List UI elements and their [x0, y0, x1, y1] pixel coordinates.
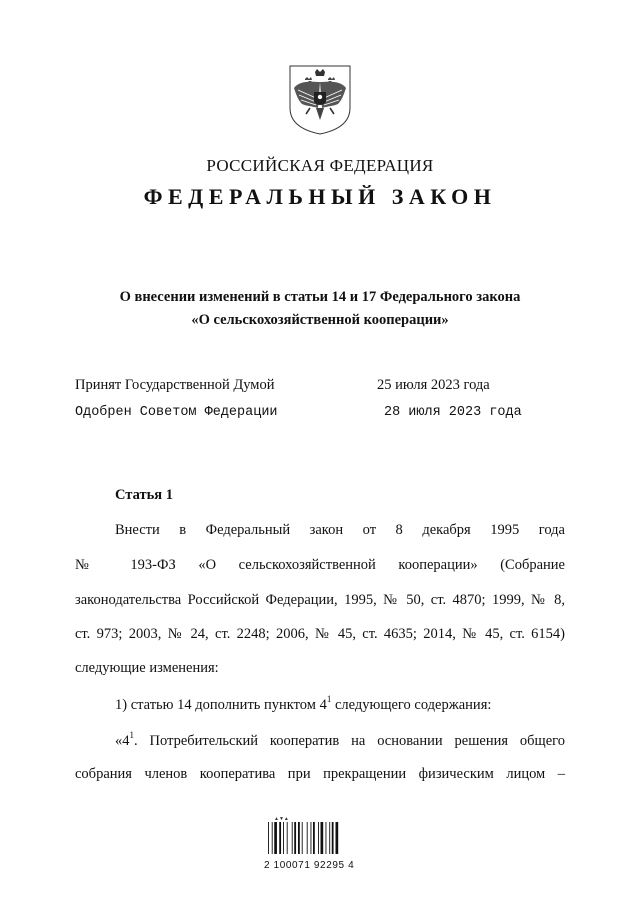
- barcode-bar: [321, 822, 324, 854]
- article-text-line: ст. 973; 2003, № 24, ст. 2248; 2006, № 45, ст. 4635; 2014, № 45, ст. 6154): [75, 626, 565, 642]
- item1-text-end: следующего содержания:: [331, 696, 492, 713]
- barcode-bar: [329, 822, 330, 854]
- barcode-bar: [294, 822, 296, 854]
- article-text-line: № 193-ФЗ «О сельскохозяйственной кооперации» (Собрание: [75, 557, 565, 573]
- barcode-bar: [336, 822, 339, 854]
- svg-text:▲▼▲: ▲▼▲: [274, 816, 289, 822]
- article-text-line: Внести в Федеральный закон от 8 декабря 1995 года: [115, 522, 565, 538]
- quote-start: «4: [115, 732, 130, 749]
- law-title-line-1: О внесении изменений в статьи 14 и 17 Федерального закона: [119, 289, 521, 305]
- barcode-bar: [287, 822, 288, 854]
- barcode-bar: [307, 822, 308, 854]
- council-approval-date: 28 июля 2023 года: [384, 405, 522, 420]
- article-text-line: законодательства Российской Федерации, 1995, № 50, ст. 4870; 1999, № 8,: [75, 592, 565, 608]
- barcode-bar: [313, 822, 315, 854]
- barcode-bar: [274, 822, 277, 854]
- item1-text: 1) статью 14 дополнить пунктом 4: [115, 696, 327, 713]
- barcode-bar: [332, 822, 334, 854]
- law-title-line-2: «О сельскохозяйственной кооперации»: [191, 312, 449, 328]
- duma-adoption-label: Принят Государственной Думой: [75, 377, 275, 393]
- quote-text: . Потребительский кооператив на основании решения общего: [134, 732, 565, 749]
- quoted-text-line-1: [115, 731, 565, 750]
- barcode-bar: [272, 822, 273, 854]
- barcode-bar: [302, 822, 303, 854]
- barcode-graphic: [266, 813, 366, 855]
- amendment-item-1: [115, 695, 491, 714]
- country-name: РОССИЙСКАЯ ФЕДЕРАЦИЯ: [206, 156, 434, 175]
- barcode-bar: [298, 822, 300, 854]
- barcode-bar: [318, 822, 319, 854]
- article-heading: Статья 1: [115, 487, 173, 503]
- barcode-bar: [279, 822, 281, 854]
- council-approval-label: Одобрен Советом Федерации: [75, 405, 278, 420]
- quoted-text-line-2: собрания членов кооператива при прекращении физическим лицом –: [75, 766, 565, 782]
- barcode-bar: [283, 822, 284, 854]
- barcode-bar: [268, 822, 269, 854]
- document-type: ФЕДЕРАЛЬНЫЙ ЗАКОН: [143, 184, 497, 209]
- article-text-line: следующие изменения:: [75, 660, 219, 676]
- barcode-number: 2 100071 92295 4: [264, 860, 355, 871]
- duma-adoption-date: 25 июля 2023 года: [377, 377, 490, 393]
- barcode-bar: [326, 822, 327, 854]
- barcode-bar: [292, 822, 293, 854]
- item1-superscript: 1: [326, 694, 332, 704]
- coat-of-arms-emblem: [288, 64, 352, 136]
- quote-superscript: 1: [129, 730, 134, 740]
- barcode-bar: [311, 822, 312, 854]
